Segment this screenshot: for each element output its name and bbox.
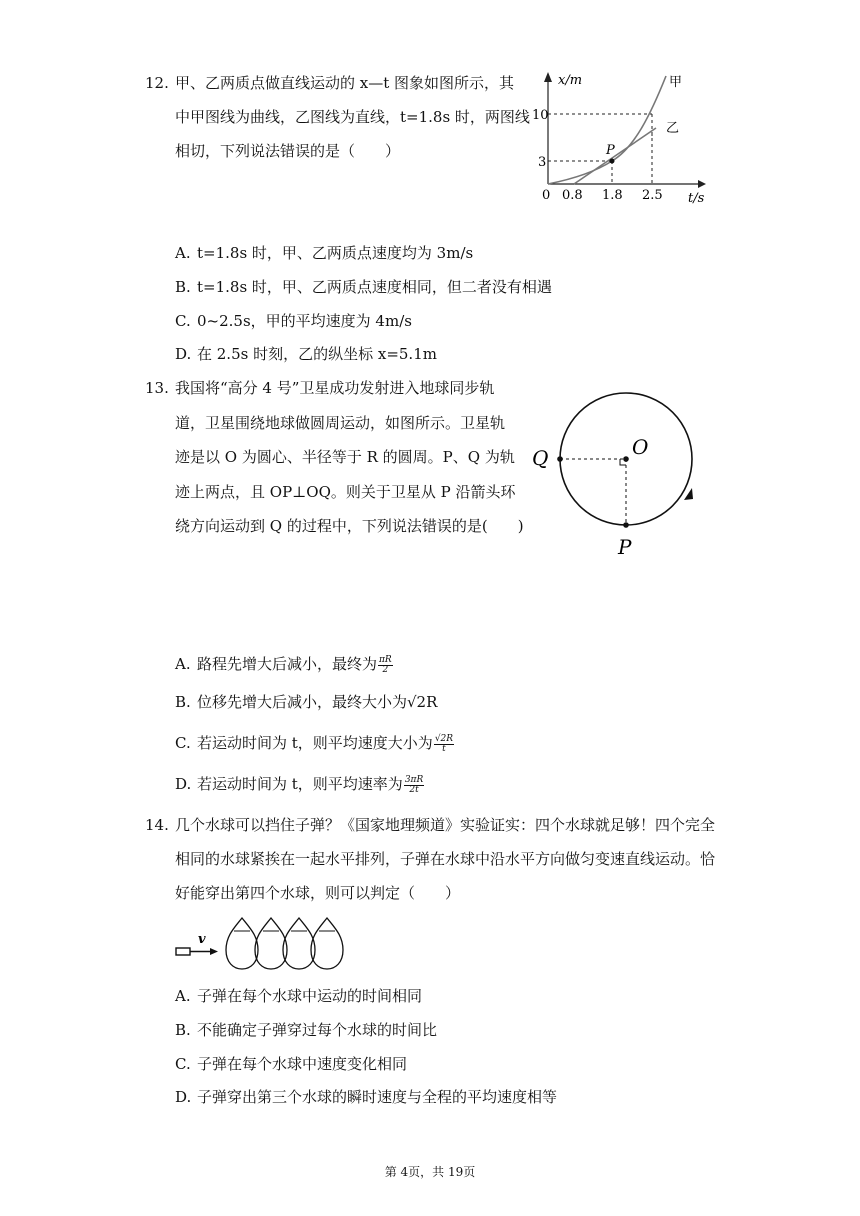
q12-option-b-text: t=1.8s 时，甲、乙两质点速度相同，但二者没有相遇 xyxy=(197,278,552,296)
q12-option-a-label: A. xyxy=(175,244,191,262)
q12-graph-curve-b: 乙 xyxy=(666,121,680,136)
q12-graph-curve-a: 甲 xyxy=(669,75,683,90)
q12-line-2: 中甲图线为曲线，乙图线为直线，t=1.8s 时，两图线 xyxy=(175,108,530,126)
q14-line-1: 几个水球可以挡住子弹？《国家地理频道》实验证实：四个水球就足够！四个完全 xyxy=(175,816,716,834)
q14-option-c[interactable] xyxy=(175,1054,407,1074)
q12-graph-xtick-1: 0.8 xyxy=(562,188,583,203)
q12-xt-graph xyxy=(532,66,718,208)
q13-line-4: 迹上两点，且 OP⊥OQ。则关于卫星从 P 沿箭头环 xyxy=(175,483,516,501)
q13-option-a-label: A. xyxy=(175,655,191,673)
q13-option-c-text: 若运动时间为 t，则平均速度大小为 xyxy=(197,734,433,752)
page-footer: 第 4页，共 19页 xyxy=(384,1165,476,1179)
q12-option-a[interactable] xyxy=(175,243,473,263)
q14-option-b-text: 不能确定子弹穿过每个水球的时间比 xyxy=(197,1021,438,1039)
q12-line-3: 相切，下列说法错误的是（ ） xyxy=(175,142,401,160)
q12-option-b-label: B. xyxy=(175,278,191,296)
q14-option-c-label: C. xyxy=(175,1055,191,1073)
q12-graph-ytick-1: 10 xyxy=(532,108,549,123)
q13-option-d-text: 若运动时间为 t，则平均速率为 xyxy=(197,775,403,793)
q12-line-1: 甲、乙两质点做直线运动的 x—t 图象如图所示，其 xyxy=(175,74,515,92)
q14-option-d-label: D. xyxy=(175,1088,192,1106)
q14-velocity-label: v xyxy=(198,932,206,947)
q13-option-c[interactable] xyxy=(175,733,454,754)
q13-line-5: 绕方向运动到 Q 的过程中，下列说法错误的是( ) xyxy=(175,517,524,535)
q12-option-b[interactable] xyxy=(175,277,552,297)
q12-graph-point: P xyxy=(606,143,615,158)
q13-option-a-den: 2 xyxy=(382,664,389,675)
q13-option-b[interactable] xyxy=(175,692,437,712)
q12-option-c-label: C. xyxy=(175,312,191,330)
q13-line-1: 我国将“高分 4 号”卫星成功发射进入地球同步轨 xyxy=(175,379,495,397)
q13-option-c-num: √2R xyxy=(434,733,454,744)
q14-option-a-text: 子弹在每个水球中运动的时间相同 xyxy=(197,987,423,1005)
q14-number: 14. xyxy=(145,816,169,834)
q13-option-d-label: D. xyxy=(175,775,192,793)
q13-option-a-text: 路程先增大后减小，最终为 xyxy=(197,655,378,673)
q14-option-b[interactable] xyxy=(175,1020,437,1040)
q12-graph-xtick-3: 2.5 xyxy=(642,188,663,203)
q14-option-d[interactable] xyxy=(175,1087,557,1107)
q14-option-a[interactable] xyxy=(175,986,422,1006)
q13-option-d[interactable] xyxy=(175,774,424,795)
q13-option-a-num: πR xyxy=(379,654,392,665)
q13-option-d-num: 3πR xyxy=(404,774,424,785)
q13-option-d-den: 2t xyxy=(409,784,419,795)
q13-option-c-fraction xyxy=(434,735,454,754)
q13-option-a[interactable] xyxy=(175,654,393,675)
q13-orbit-figure xyxy=(522,368,718,564)
q13-label-center: O xyxy=(632,435,649,459)
q14-line-2: 相同的水球紧挨在一起水平排列，子弹在水球中沿水平方向做匀变速直线运动。恰 xyxy=(175,850,716,868)
q13-label-p: P xyxy=(618,535,632,559)
q12-option-c-text: 0~2.5s，甲的平均速度为 4m/s xyxy=(197,312,412,330)
q12-graph-xlabel: t/s xyxy=(688,191,705,206)
q13-option-c-label: C. xyxy=(175,734,191,752)
q12-graph-xtick-2: 1.8 xyxy=(602,188,623,203)
q14-option-b-label: B. xyxy=(175,1021,191,1039)
q14-option-a-label: A. xyxy=(175,987,191,1005)
q12-option-d-label: D. xyxy=(175,345,192,363)
q13-line-3: 迹是以 O 为圆心、半径等于 R 的圆周。P、Q 为轨 xyxy=(175,448,515,466)
q13-option-a-fraction xyxy=(378,656,393,675)
q14-line-3: 好能穿出第四个水球，则可以判定（ ） xyxy=(175,884,461,902)
q14-option-d-text: 子弹穿出第三个水球的瞬时速度与全程的平均速度相等 xyxy=(197,1088,558,1106)
q13-option-c-den: t xyxy=(442,743,446,754)
q13-label-q: Q xyxy=(532,446,549,470)
q13-line-2: 道，卫星围绕地球做圆周运动，如图所示。卫星轨 xyxy=(175,414,506,432)
q12-number: 12. xyxy=(145,74,169,92)
q13-option-d-fraction xyxy=(404,776,424,795)
q12-graph-ytick-2: 3 xyxy=(538,155,547,170)
q13-number: 13. xyxy=(145,379,169,397)
q12-option-a-text: t=1.8s 时，甲、乙两质点速度均为 3m/s xyxy=(197,244,474,262)
q12-graph-ylabel: x/m xyxy=(558,73,583,88)
q12-option-d-text: 在 2.5s 时刻，乙的纵坐标 x=5.1m xyxy=(197,345,437,363)
q13-option-b-label: B. xyxy=(175,693,191,711)
q14-option-c-text: 子弹在每个水球中速度变化相同 xyxy=(197,1055,408,1073)
q14-water-balls-figure xyxy=(172,912,352,974)
q12-option-d[interactable] xyxy=(175,344,437,364)
q13-option-b-text: 位移先增大后减小，最终大小为√2R xyxy=(197,693,438,711)
q12-graph-origin: 0 xyxy=(542,188,551,203)
q12-option-c[interactable] xyxy=(175,311,412,331)
